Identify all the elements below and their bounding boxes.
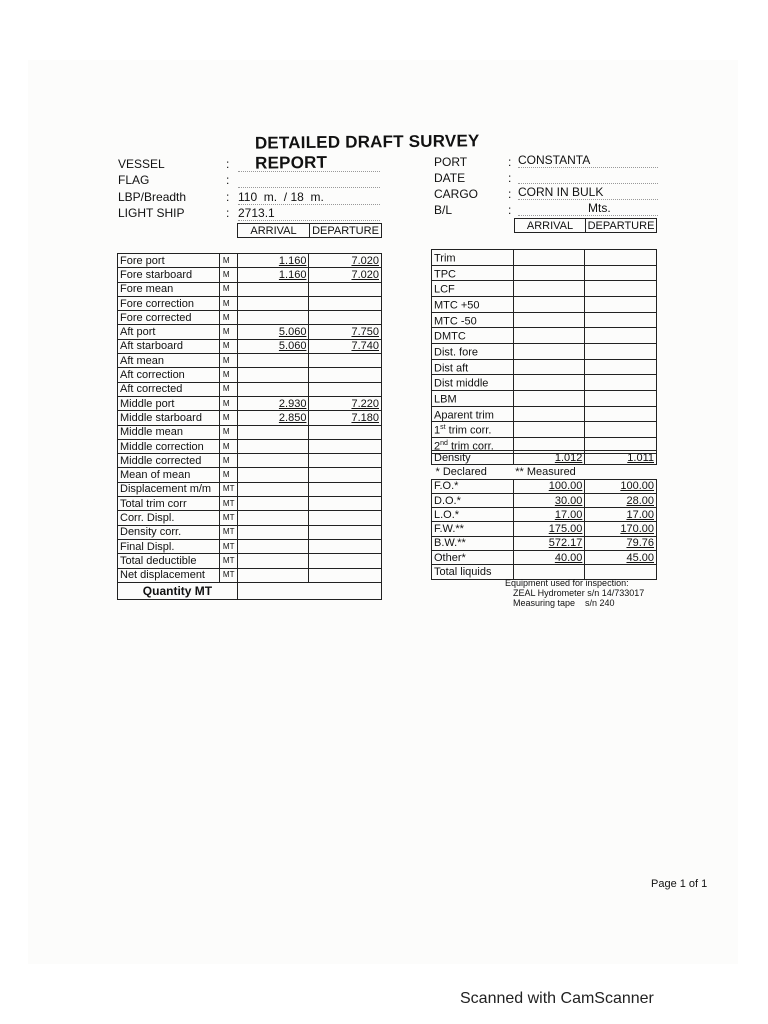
table-row [118,497,382,511]
trim-departure [585,281,657,297]
draft-readings-table [117,253,382,600]
row-label: Aft correction [118,368,220,382]
row-arrival [237,454,309,468]
row-label: Density corr. [118,525,220,539]
trim-arrival [513,296,585,312]
row-departure [309,482,382,496]
row-arrival: 1.160 [237,268,309,282]
trim-label-main: 2 [434,440,441,453]
trim-label-rest: trim corr. [447,440,494,453]
liquid-arrival: 40.00 [513,551,585,565]
trim-departure [585,406,657,422]
trim-arrival [513,343,585,359]
density-departure: 1.011 [585,451,657,465]
trim-label-sup: st [440,424,446,432]
lbp-label: LBP/Breadth [118,190,187,204]
row-unit: M [219,254,237,268]
vessel-value [238,157,380,172]
row-departure [309,296,382,310]
row-departure [309,511,382,525]
row-unit: MT [219,554,237,568]
date-value [518,169,658,184]
light-ship-value: 2713.1 [238,206,380,221]
liquid-label: F.W.** [432,522,514,536]
table-row [432,390,657,406]
liquid-departure: 100.00 [585,479,657,493]
table-row [432,343,657,359]
row-unit: MT [219,511,237,525]
row-unit: M [219,425,237,439]
left-arrival-header: ARRIVAL [237,223,310,238]
port-colon: : [508,155,512,169]
trim-label-main: Dist. fore [434,346,479,359]
table-row [118,511,382,525]
trim-label-main: Dist middle [434,377,489,390]
row-unit: M [219,468,237,482]
row-unit: M [219,454,237,468]
table-row [118,296,382,310]
vessel-label: VESSEL [118,157,165,171]
table-row [432,375,657,391]
vessel-colon: : [226,157,230,171]
row-arrival [237,468,309,482]
trim-arrival [513,390,585,406]
row-unit: M [219,339,237,353]
row-label: Aft corrected [118,382,220,396]
liquid-arrival: 30.00 [513,493,585,507]
row-label: Middle correction [118,439,220,453]
lbp-value: 110 m. / 18 m. [238,190,380,205]
trim-arrival [513,312,585,328]
liquid-arrival: 175.00 [513,522,585,536]
trim-arrival [513,281,585,297]
row-arrival: 2.930 [237,396,309,410]
row-unit: M [219,325,237,339]
row-unit: M [219,396,237,410]
liquid-departure: 17.00 [585,508,657,522]
row-arrival [237,368,309,382]
row-departure: 7.180 [309,411,382,425]
row-unit: M [219,311,237,325]
bl-unit: Mts. [588,201,611,215]
row-unit: M [219,282,237,296]
trim-departure [585,375,657,391]
row-departure: 7.020 [309,254,382,268]
liquid-label: Other* [432,551,514,565]
trim-row-label [432,422,514,438]
row-arrival [237,525,309,539]
quantity-row [118,582,382,599]
row-departure [309,311,382,325]
trim-row-label [432,390,514,406]
table-row [432,536,657,550]
measured-note: ** Measured [515,465,576,478]
liquid-departure: 28.00 [585,493,657,507]
row-departure [309,554,382,568]
row-arrival [237,497,309,511]
table-row [118,354,382,368]
equipment-heading: Equipment used for inspection: [505,578,629,588]
quantity-label: Quantity MT [118,582,238,599]
trim-row-label [432,375,514,391]
trim-label-main: MTC +50 [434,299,480,312]
row-label: Net displacement [118,568,220,582]
row-unit: MT [219,568,237,582]
table-row [118,282,382,296]
row-arrival: 5.060 [237,339,309,353]
trim-label-main: Dist aft [434,362,469,375]
row-arrival: 5.060 [237,325,309,339]
trim-row-label [432,250,514,266]
row-arrival [237,425,309,439]
table-row [432,479,657,493]
trim-row-label [432,343,514,359]
row-unit: MT [219,539,237,553]
table-row [432,265,657,281]
density-arrival: 1.012 [513,451,585,465]
trim-row-label [432,281,514,297]
lbp-colon: : [226,190,230,204]
trim-label-main: Aparent trim [434,409,494,422]
trim-row-label [432,328,514,344]
page-number: Page 1 of 1 [651,878,708,890]
table-row [432,281,657,297]
liquid-label: L.O.* [432,508,514,522]
trim-departure [585,422,657,438]
liquid-departure: 45.00 [585,551,657,565]
row-label: Fore mean [118,282,220,296]
row-departure [309,425,382,439]
row-label: Corr. Displ. [118,511,220,525]
row-label: Middle starboard [118,411,220,425]
row-label: Aft mean [118,354,220,368]
cargo-info-block [434,155,664,220]
trim-arrival [513,359,585,375]
row-departure [309,497,382,511]
trim-departure [585,359,657,375]
liquid-departure: 79.76 [585,536,657,550]
table-row [432,296,657,312]
row-label: Fore port [118,254,220,268]
flag-colon: : [226,173,230,187]
row-label: Fore corrected [118,311,220,325]
row-label: Aft port [118,325,220,339]
density-label: Density [432,451,514,465]
row-departure [309,539,382,553]
table-row [118,439,382,453]
row-departure: 7.220 [309,396,382,410]
row-arrival [237,282,309,296]
trim-departure [585,343,657,359]
table-row [118,539,382,553]
table-row [118,268,382,282]
row-arrival [237,554,309,568]
trim-arrival [513,250,585,266]
trim-row-label [432,296,514,312]
row-unit: M [219,354,237,368]
table-row [118,482,382,496]
row-departure [309,525,382,539]
row-departure [309,368,382,382]
liquid-label: F.O.* [432,479,514,493]
cargo-label: CARGO [434,187,479,201]
trim-departure [585,250,657,266]
table-row [432,422,657,438]
row-label: Total deductible [118,554,220,568]
right-arrival-header: ARRIVAL [514,218,586,233]
row-arrival [237,539,309,553]
bl-label: B/L [434,203,453,217]
camscanner-watermark: Scanned with CamScanner [460,990,654,1007]
table-row [118,554,382,568]
table-row [118,454,382,468]
table-row [432,328,657,344]
row-unit: M [219,268,237,282]
row-unit: MT [219,497,237,511]
row-departure [309,439,382,453]
row-label: Total trim corr [118,497,220,511]
declared-note: * Declared [435,465,487,478]
row-departure [309,382,382,396]
left-departure-header: DEPARTURE [309,223,382,238]
trim-departure [585,312,657,328]
notes-row [432,465,657,479]
row-label: Mean of mean [118,468,220,482]
row-arrival [237,439,309,453]
table-row [118,411,382,425]
row-departure [309,454,382,468]
trim-departure [585,328,657,344]
row-unit: M [219,411,237,425]
trim-arrival [513,265,585,281]
trim-departure [585,390,657,406]
trim-arrival [513,375,585,391]
row-label: Final Displ. [118,539,220,553]
flag-label: FLAG [118,173,150,187]
row-arrival [237,511,309,525]
trim-row-label [432,406,514,422]
trim-label-main: Trim [434,252,456,265]
cargo-value: CORN IN BULK [518,185,658,200]
row-label: Displacement m/m [118,482,220,496]
table-row [432,522,657,536]
table-row [432,493,657,507]
right-departure-header: DEPARTURE [585,218,657,233]
row-unit: M [219,368,237,382]
trim-table [431,249,657,454]
row-unit: MT [219,525,237,539]
trim-arrival [513,406,585,422]
trim-label-main: LBM [434,393,457,406]
report-title: DETAILED DRAFT SURVEY REPORT [254,131,480,173]
date-label: DATE [434,171,466,185]
equipment-hydrometer: ZEAL Hydrometer s/n 14/733017 [513,588,645,598]
row-unit: M [219,382,237,396]
trim-row-label [432,312,514,328]
table-row [432,359,657,375]
bl-colon: : [508,203,512,217]
light-ship-colon: : [226,206,230,220]
row-label: Fore starboard [118,268,220,282]
row-arrival [237,382,309,396]
trim-label-main: TPC [434,268,456,281]
row-label: Middle port [118,396,220,410]
trim-label-main: DMTC [434,330,466,343]
port-label: PORT [434,155,468,169]
row-unit: M [219,296,237,310]
quantity-value [237,582,381,599]
row-departure [309,468,382,482]
trim-label-main: 1 [434,424,441,437]
row-arrival [237,311,309,325]
row-unit: MT [219,482,237,496]
trim-label-rest: trim corr. [445,424,492,437]
row-departure [309,568,382,582]
table-row [118,311,382,325]
row-unit: M [219,439,237,453]
date-colon: : [508,171,512,185]
trim-label-main: LCF [434,283,455,296]
table-row [432,508,657,522]
table-row [118,339,382,353]
table-row [118,425,382,439]
liquid-label: D.O.* [432,493,514,507]
table-row [432,250,657,266]
trim-row-label [432,359,514,375]
table-row [118,468,382,482]
row-arrival: 2.850 [237,411,309,425]
trim-arrival [513,328,585,344]
table-row [118,525,382,539]
table-row [118,396,382,410]
row-arrival [237,482,309,496]
trim-row-label [432,265,514,281]
row-arrival [237,568,309,582]
vessel-info-block [118,157,388,227]
table-row [432,551,657,565]
row-departure: 7.020 [309,268,382,282]
liquids-table [431,450,657,580]
liquid-label: Total liquids [432,565,514,579]
table-row [118,325,382,339]
table-row [118,368,382,382]
row-label: Fore correction [118,296,220,310]
cargo-colon: : [508,187,512,201]
liquid-arrival: 17.00 [513,508,585,522]
row-departure: 7.740 [309,339,382,353]
row-departure [309,354,382,368]
table-row [118,568,382,582]
trim-label-main: MTC -50 [434,315,477,328]
equipment-tape: Measuring tape s/n 240 [513,598,615,608]
trim-departure [585,296,657,312]
row-label: Middle corrected [118,454,220,468]
table-row [432,312,657,328]
trim-departure [585,265,657,281]
flag-value [238,173,380,188]
light-ship-label: LIGHT SHIP [118,206,185,220]
density-row [432,451,657,465]
row-departure: 7.750 [309,325,382,339]
table-row [432,406,657,422]
row-departure [309,282,382,296]
row-arrival [237,354,309,368]
row-arrival: 1.160 [237,254,309,268]
table-row [118,254,382,268]
row-label: Middle mean [118,425,220,439]
table-row [118,382,382,396]
port-value: CONSTANTA [518,153,658,168]
trim-arrival [513,422,585,438]
row-arrival [237,296,309,310]
liquid-departure: 170.00 [585,522,657,536]
liquid-label: B.W.** [432,536,514,550]
trim-label-sup: nd [440,439,448,447]
liquid-arrival: 100.00 [513,479,585,493]
row-label: Aft starboard [118,339,220,353]
liquid-arrival: 572.17 [513,536,585,550]
